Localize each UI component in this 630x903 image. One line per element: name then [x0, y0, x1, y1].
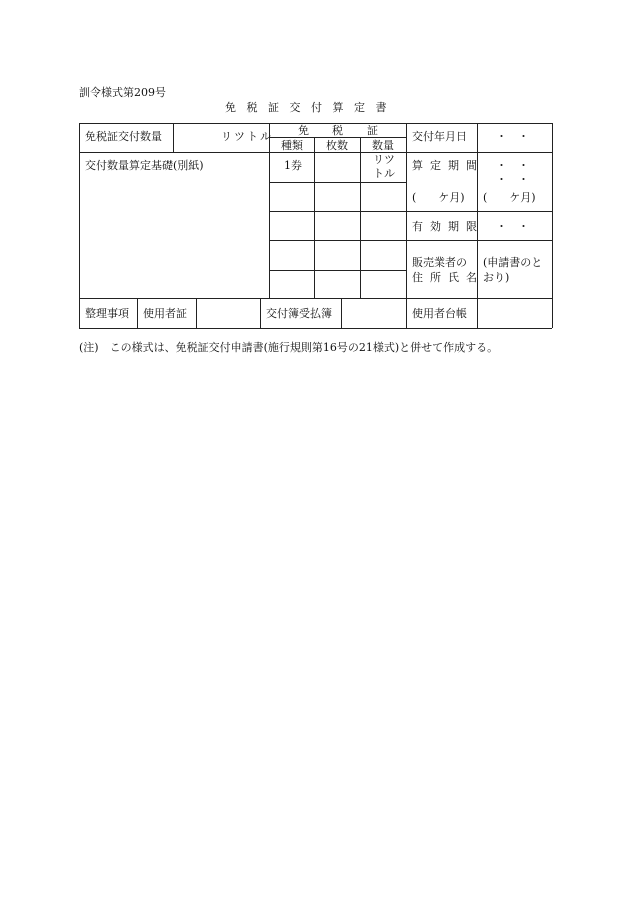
seller-value-line2: おり): [483, 271, 510, 284]
calculation-period-dots-2: ・ ・: [496, 173, 529, 186]
grid-line: [341, 298, 342, 328]
note: (注) この様式は、免税証交付申請書(施行規則第16号の21様式)と併せて作成する。: [79, 341, 499, 354]
ledger-label: 交付簿受払簿: [266, 307, 332, 320]
grid-line: [269, 123, 270, 298]
page-title: 免税証交付算定書: [225, 101, 397, 114]
calculation-period-months-value: ( ケ月): [483, 191, 536, 204]
grid-line: [269, 270, 406, 271]
grid-line: [406, 123, 407, 328]
certificate-group-char-2: 税: [332, 124, 343, 137]
calculation-basis-label: 交付数量算定基礎(別紙): [85, 159, 204, 172]
issue-quantity-label: 免税証交付数量: [85, 130, 162, 143]
grid-line: [269, 182, 406, 183]
row1-kind: 1券: [284, 159, 302, 172]
calculation-period-months-label: ( ケ月): [412, 191, 465, 204]
validity-label: 有効期限: [412, 220, 484, 233]
grid-line: [260, 298, 261, 328]
calculation-period-dots-1: ・ ・: [496, 159, 529, 172]
grid-line: [269, 211, 552, 212]
grid-line: [314, 137, 315, 298]
col-count-header: 枚数: [326, 139, 348, 152]
grid-line: [269, 137, 406, 138]
processing-items-label: 整理事項: [85, 307, 129, 320]
liter-unit: リツトル: [221, 130, 273, 143]
grid-line: [79, 152, 552, 153]
validity-value: ・ ・: [496, 220, 529, 233]
seller-label-line2: 住所氏名: [412, 271, 484, 284]
col-quantity-header: 数量: [372, 139, 394, 152]
grid-line: [79, 123, 552, 124]
user-certificate-label: 使用者証: [143, 307, 187, 320]
seller-value-line1: (申請書のと: [483, 256, 543, 269]
user-ledger-label: 使用者台帳: [412, 307, 467, 320]
col-kind-header: 種類: [281, 139, 303, 152]
grid-line: [79, 328, 552, 329]
calculation-period-label: 算定期間: [412, 159, 484, 172]
grid-line: [552, 123, 553, 328]
issue-date-value: ・ ・: [496, 130, 529, 143]
form-number: 訓令様式第209号: [79, 86, 166, 99]
grid-line: [173, 123, 174, 152]
grid-line: [360, 137, 361, 298]
grid-line: [79, 298, 552, 299]
certificate-group-char-1: 免: [298, 124, 309, 137]
seller-label-line1: 販売業者の: [412, 256, 467, 269]
grid-line: [79, 123, 80, 328]
grid-line: [196, 298, 197, 328]
issue-date-label: 交付年月日: [412, 130, 467, 143]
row1-quantity-unit-line1: リツ: [373, 153, 395, 166]
grid-line: [137, 298, 138, 328]
row1-quantity-unit-line2: トル: [373, 167, 395, 180]
certificate-group-char-3: 証: [367, 124, 378, 137]
grid-line: [269, 240, 552, 241]
